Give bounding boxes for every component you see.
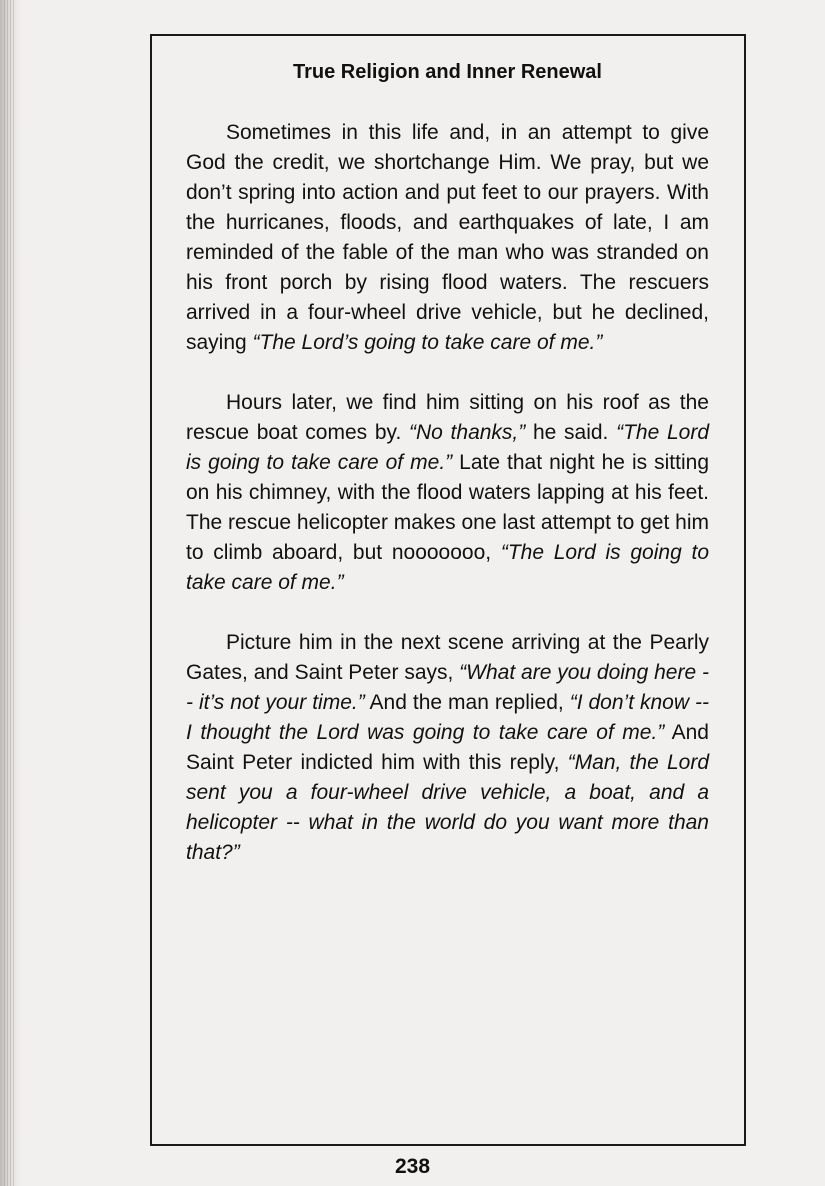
- page-title: True Religion and Inner Renewal: [293, 61, 602, 83]
- quoted-speech: “No thanks,”: [409, 421, 526, 444]
- quoted-speech: “The Lord is going to take care of me.”: [186, 421, 710, 474]
- paragraph-text: And the man replied,: [364, 691, 570, 714]
- paragraph-text: Picture him in the next scene arriving at the Pearly Gates, and Saint Peter says,: [186, 631, 709, 684]
- quoted-speech: “The Lord is going to take care of me.”: [186, 541, 709, 594]
- quoted-speech: “The Lord’s going to take care of me.”: [252, 331, 603, 354]
- paragraph-text: Hours later, we find him sitting on his roof as the rescue boat comes by.: [186, 391, 709, 444]
- paragraph: [186, 118, 709, 358]
- paragraph-text: Sometimes in this life and, in an attempt to give God the credit, we shortchange Him. We pray, but we don’t spring into action and put feet to our prayers. With the hurricanes, floods, and earthquakes of late, I am reminded of the fable of the man who was stranded on his front porch by rising flood waters. The rescuers arrived in a four-wheel drive vehicle, but he declined, saying: [186, 121, 709, 354]
- quoted-speech: “I don’t know -- I thought the Lord was going to take care of me.”: [186, 691, 709, 744]
- paragraph: [186, 388, 709, 598]
- page-edge-lines: [4, 0, 16, 1186]
- paragraph-text: Late that night he is sitting on his chimney, with the flood waters lapping at his feet. The rescue helicopter makes one last attempt to get him to climb aboard, but nooooooo,: [186, 451, 709, 564]
- quoted-speech: “Man, the Lord sent you a four-wheel drive vehicle, a boat, and a helicopter -- what in the world do you want more than that?”: [186, 751, 710, 864]
- paragraph: [186, 628, 709, 868]
- paragraph-text: And Saint Peter indicted him with this reply,: [186, 721, 709, 774]
- page-content: [186, 58, 709, 898]
- quoted-speech: “What are you doing here -- it’s not your time.”: [186, 661, 709, 714]
- paragraph-text: he said.: [525, 421, 617, 444]
- page-number: 238: [394, 1155, 431, 1178]
- body-text: [186, 118, 709, 868]
